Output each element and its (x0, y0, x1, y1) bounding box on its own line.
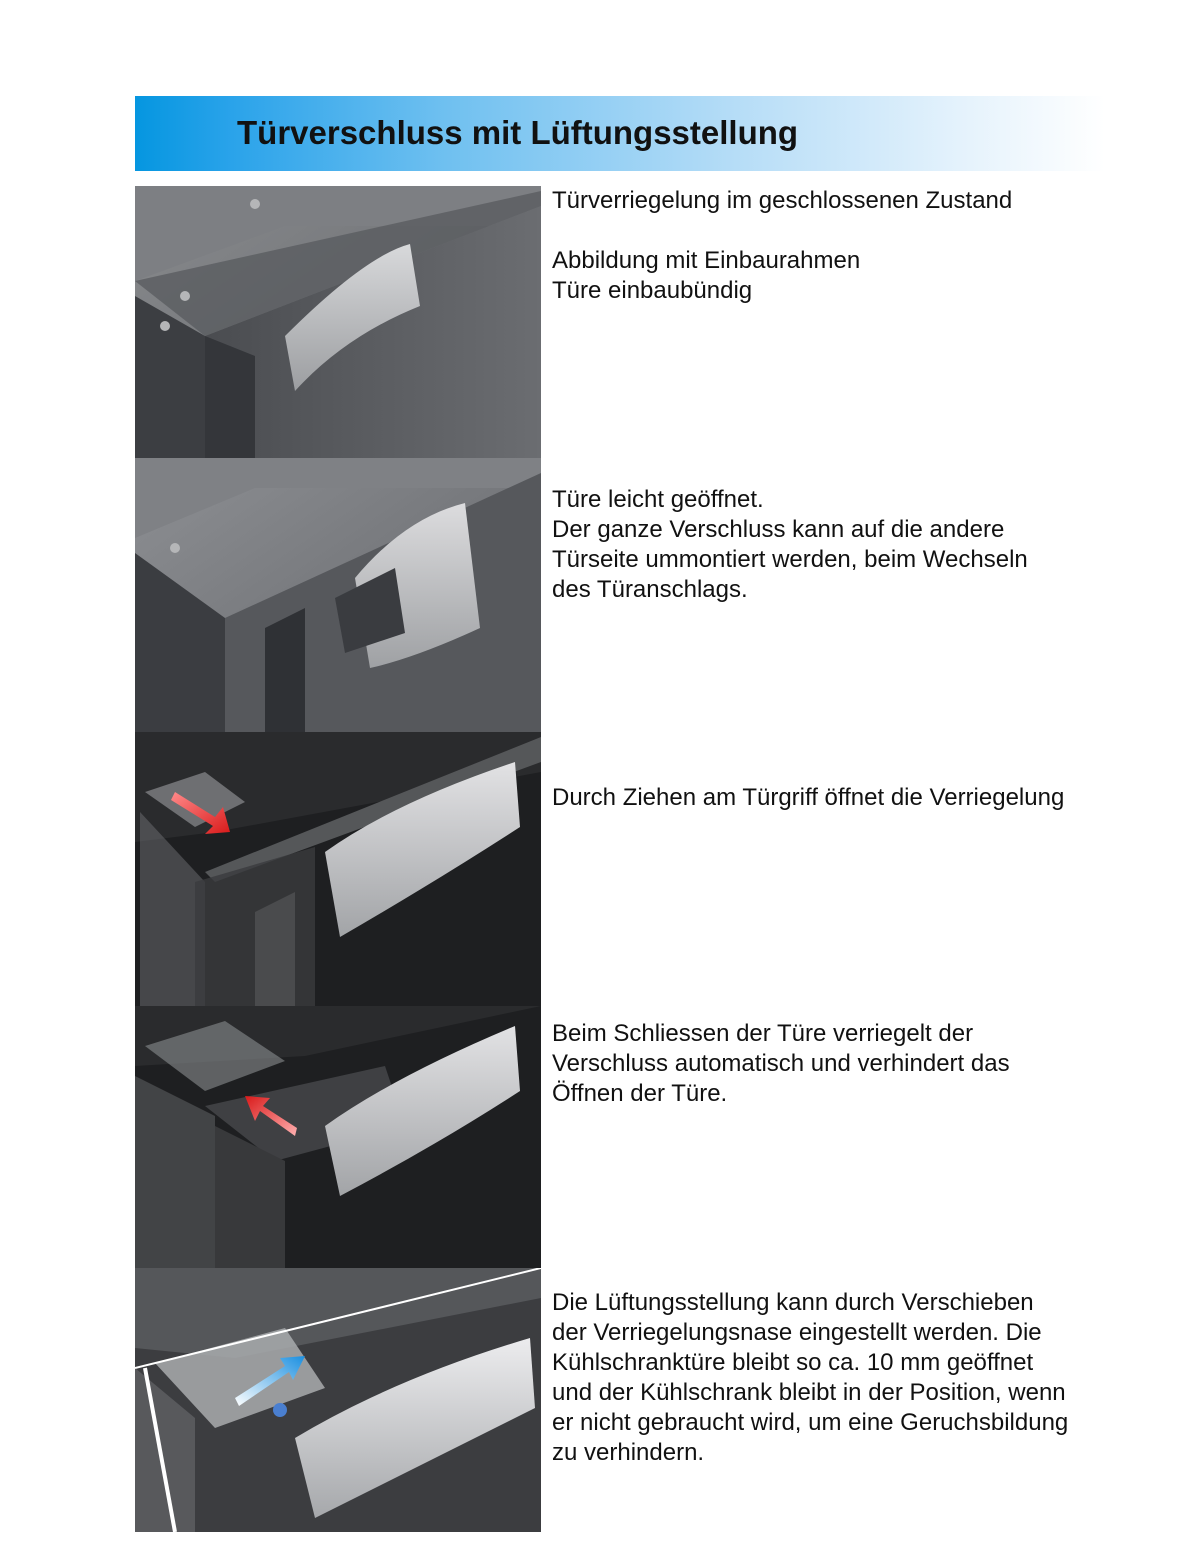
section-3-line-1: Durch Ziehen am Türgriff öffnet die Verriegelung (552, 784, 1065, 811)
section-2-line-3: Türseite ummontiert werden, beim Wechseln (552, 546, 1028, 573)
title-banner (135, 96, 1105, 171)
section-5-line-5: er nicht gebraucht wird, um eine Geruchsbildung (552, 1409, 1069, 1436)
section-5-line-4: und der Kühlschrank bleibt in der Position, wenn (552, 1379, 1066, 1406)
section-2-line-2: Der ganze Verschluss kann auf die andere (552, 516, 1005, 543)
section-4-line-2: Verschluss automatisch und verhindert das (552, 1050, 1010, 1077)
section-4-line-3: Öffnen der Türe. (552, 1080, 728, 1107)
page-title: Türverschluss mit Lüftungsstellung (237, 114, 799, 151)
section-2-line-1: Türe leicht geöffnet. (552, 486, 764, 513)
section-1-line-4: Türe einbaubündig (552, 277, 753, 304)
section-2-text (552, 485, 1152, 605)
section-1-text (552, 186, 1152, 306)
section-5-line-6: zu verhindern. (552, 1439, 705, 1466)
illustration-close-lock (135, 1006, 541, 1268)
section-1-line-1: Türverriegelung im geschlossenen Zustand (552, 187, 1013, 214)
section-3-text (552, 783, 1152, 813)
section-5-line-3: Kühlschranktüre bleibt so ca. 10 mm geöffnet (552, 1349, 1034, 1376)
photo-door-slightly-open (135, 458, 541, 732)
section-5-text (552, 1288, 1152, 1468)
section-1-line-3: Abbildung mit Einbaurahmen (552, 247, 861, 274)
section-5-line-1: Die Lüftungsstellung kann durch Verschieben (552, 1289, 1034, 1316)
photo-closed-lock (135, 186, 541, 458)
illustration-ventilation-position (135, 1268, 541, 1532)
section-1-spacer (552, 216, 1152, 246)
section-4-text (552, 1019, 1152, 1109)
section-4-line-1: Beim Schliessen der Türe verriegelt der (552, 1020, 974, 1047)
section-2-line-4: des Türanschlags. (552, 576, 748, 603)
section-5-line-2: der Verriegelungsnase eingestellt werden. Die (552, 1319, 1042, 1346)
illustration-pull-handle (135, 732, 541, 1006)
